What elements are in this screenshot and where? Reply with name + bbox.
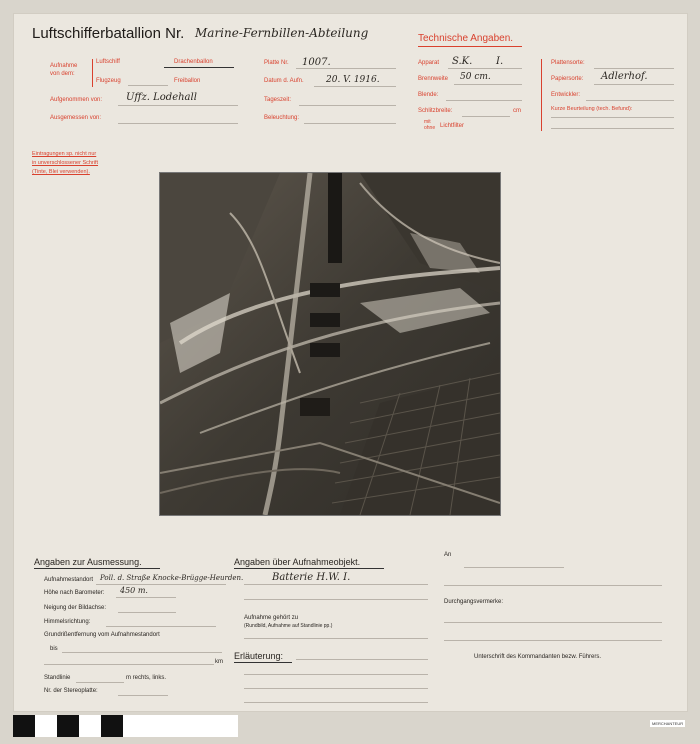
aufnahmestandort-label: Aufnahmestandort bbox=[44, 577, 94, 583]
rule bbox=[244, 638, 428, 639]
entwickler-label: Entwickler: bbox=[551, 92, 581, 98]
blende-label: Blende: bbox=[418, 92, 439, 98]
right-divider bbox=[541, 59, 542, 131]
platte-value: 1007. bbox=[302, 57, 331, 68]
rule bbox=[462, 116, 510, 117]
gehoert-zu-label: Aufnahme gehört zu bbox=[244, 615, 299, 621]
ausgemessen-von-label: Ausgemessen von: bbox=[50, 115, 102, 121]
heading-underline bbox=[234, 662, 292, 663]
freiballon-label: Freiballon bbox=[174, 78, 201, 84]
aufnahmestandort-value: Poll. d. Straße Knocke-Brügge-Heurden. bbox=[100, 574, 244, 582]
scale-bar-white-long bbox=[123, 715, 238, 737]
rule bbox=[118, 105, 238, 106]
apparat-suffix: I. bbox=[496, 56, 504, 67]
rule bbox=[444, 585, 662, 586]
scale-bar-black bbox=[101, 715, 123, 737]
rule bbox=[118, 123, 238, 124]
erlaeuterung-heading: Erläuterung: bbox=[234, 651, 284, 661]
drachenballon-underline bbox=[164, 67, 234, 68]
durchgangsvermerke-label: Durchgangsvermerke: bbox=[444, 599, 504, 605]
rule bbox=[444, 622, 662, 623]
rule bbox=[116, 597, 176, 598]
heading-underline bbox=[234, 568, 384, 569]
note-line: (Tinte, Blei verwenden). bbox=[32, 169, 90, 175]
gehoert-zu-sub: (Rundbild, Aufnahme auf Standlinie pp.) bbox=[244, 623, 333, 629]
unterschrift-label: Unterschrift des Kommandanten bezw. Führers. bbox=[474, 654, 602, 660]
scale-bar-black bbox=[13, 715, 35, 737]
heading-underline bbox=[34, 568, 160, 569]
datum-label: Datum d. Aufn. bbox=[264, 78, 304, 84]
kurze-beurteilung-label: Kurze Beurteilung (tech. Befund): bbox=[551, 106, 633, 112]
tech-heading-underline bbox=[418, 46, 522, 47]
ausmessung-heading: Angaben zur Ausmessung. bbox=[34, 557, 142, 567]
rule bbox=[118, 612, 176, 613]
flugzeug-label: Flugzeug bbox=[96, 78, 121, 84]
papiersorte-label: Papiersorte: bbox=[551, 76, 584, 82]
rule bbox=[106, 626, 216, 627]
rule bbox=[76, 682, 124, 683]
platte-label: Platte Nr. bbox=[264, 60, 289, 66]
rule bbox=[44, 664, 214, 665]
aufgenommen-von-value: Uffz. Lodehall bbox=[126, 92, 197, 103]
rule bbox=[464, 567, 564, 568]
bracket bbox=[92, 59, 93, 87]
scale-bar-white bbox=[79, 715, 101, 737]
rule bbox=[454, 84, 522, 85]
rule bbox=[299, 105, 396, 106]
beleuchtung-label: Beleuchtung: bbox=[264, 115, 300, 121]
cm-label: cm bbox=[513, 108, 521, 114]
scale-bar-black bbox=[57, 715, 79, 737]
aufnahmeobjekt-heading: Angaben über Aufnahmeobjekt. bbox=[234, 557, 361, 567]
apparat-label: Apparat bbox=[418, 60, 440, 66]
rule bbox=[314, 86, 396, 87]
rule bbox=[244, 599, 428, 600]
rule bbox=[244, 702, 428, 703]
aufnahmeobjekt-value: Batterie H.W. I. bbox=[272, 572, 351, 583]
rule bbox=[444, 640, 662, 641]
rule bbox=[448, 68, 522, 69]
apparat-value: S.K. bbox=[452, 56, 473, 67]
note-line: Eintragungen sp. nicht nur bbox=[32, 151, 97, 157]
grundriss-label: Grundrißentfernung vom Aufnahmestandort bbox=[44, 632, 160, 638]
datum-value: 20. V. 1916. bbox=[326, 75, 380, 85]
rule bbox=[96, 584, 226, 585]
rule bbox=[586, 100, 674, 101]
hoehe-label: Höhe nach Barometer: bbox=[44, 590, 105, 596]
tech-heading: Technische Angaben. bbox=[418, 33, 514, 44]
scale-bar-white bbox=[35, 715, 57, 737]
rule bbox=[594, 84, 674, 85]
neigung-label: Neigung der Bildachse: bbox=[44, 605, 107, 611]
bis-label: bis bbox=[50, 646, 58, 652]
luftschiff-label: Luftschiff bbox=[96, 59, 120, 65]
record-card bbox=[13, 13, 688, 712]
rule bbox=[296, 68, 396, 69]
mit-ohne-label: mit ohne bbox=[424, 119, 436, 131]
rule bbox=[244, 584, 428, 585]
rule bbox=[304, 123, 396, 124]
aufgenommen-von-label: Aufgenommen von: bbox=[50, 97, 103, 103]
aerial-photograph bbox=[159, 172, 501, 516]
km-label: km bbox=[215, 659, 223, 665]
rule bbox=[551, 117, 674, 118]
note-box bbox=[32, 150, 98, 177]
rule bbox=[446, 100, 522, 101]
rule bbox=[244, 688, 428, 689]
himmelsrichtung-label: Himmelsrichtung: bbox=[44, 619, 91, 625]
an-label: An bbox=[444, 552, 452, 558]
rule bbox=[62, 652, 222, 653]
aerial-photo-image bbox=[160, 173, 500, 515]
rule bbox=[118, 695, 168, 696]
rule bbox=[244, 674, 428, 675]
drachenballon-label: Drachenballon bbox=[174, 59, 213, 65]
standlinie-label: Standlinie bbox=[44, 675, 71, 681]
schlitzbreite-label: Schlitzbreite: bbox=[418, 108, 453, 114]
papiersorte-value: Adlerhof. bbox=[601, 71, 648, 82]
stereoplatte-label: Nr. der Stereoplatte: bbox=[44, 688, 98, 694]
hoehe-value: 450 m. bbox=[120, 586, 148, 595]
rechts-links-label: m rechts, links. bbox=[126, 675, 167, 681]
brennweite-value: 50 cm. bbox=[460, 72, 491, 82]
aufnahme-von-label: Aufnahme von dem: bbox=[50, 63, 78, 77]
archive-badge: MERCHANTEUR bbox=[652, 721, 684, 726]
brennweite-label: Brennweite bbox=[418, 76, 449, 82]
unit-handwritten: Marine-Fernbillen-Abteilung bbox=[195, 26, 369, 40]
rule bbox=[296, 659, 428, 660]
note-line: in unverschlossener Schrift bbox=[32, 160, 99, 166]
tageszeit-label: Tageszeit: bbox=[264, 97, 292, 103]
lichtfilter-label: Lichtfilter bbox=[440, 123, 465, 129]
rule bbox=[128, 85, 168, 86]
battalion-title: Luftschifferbatallion Nr. bbox=[32, 25, 185, 42]
rule bbox=[594, 68, 674, 69]
plattensorte-label: Plattensorte: bbox=[551, 60, 585, 66]
rule bbox=[551, 128, 674, 129]
